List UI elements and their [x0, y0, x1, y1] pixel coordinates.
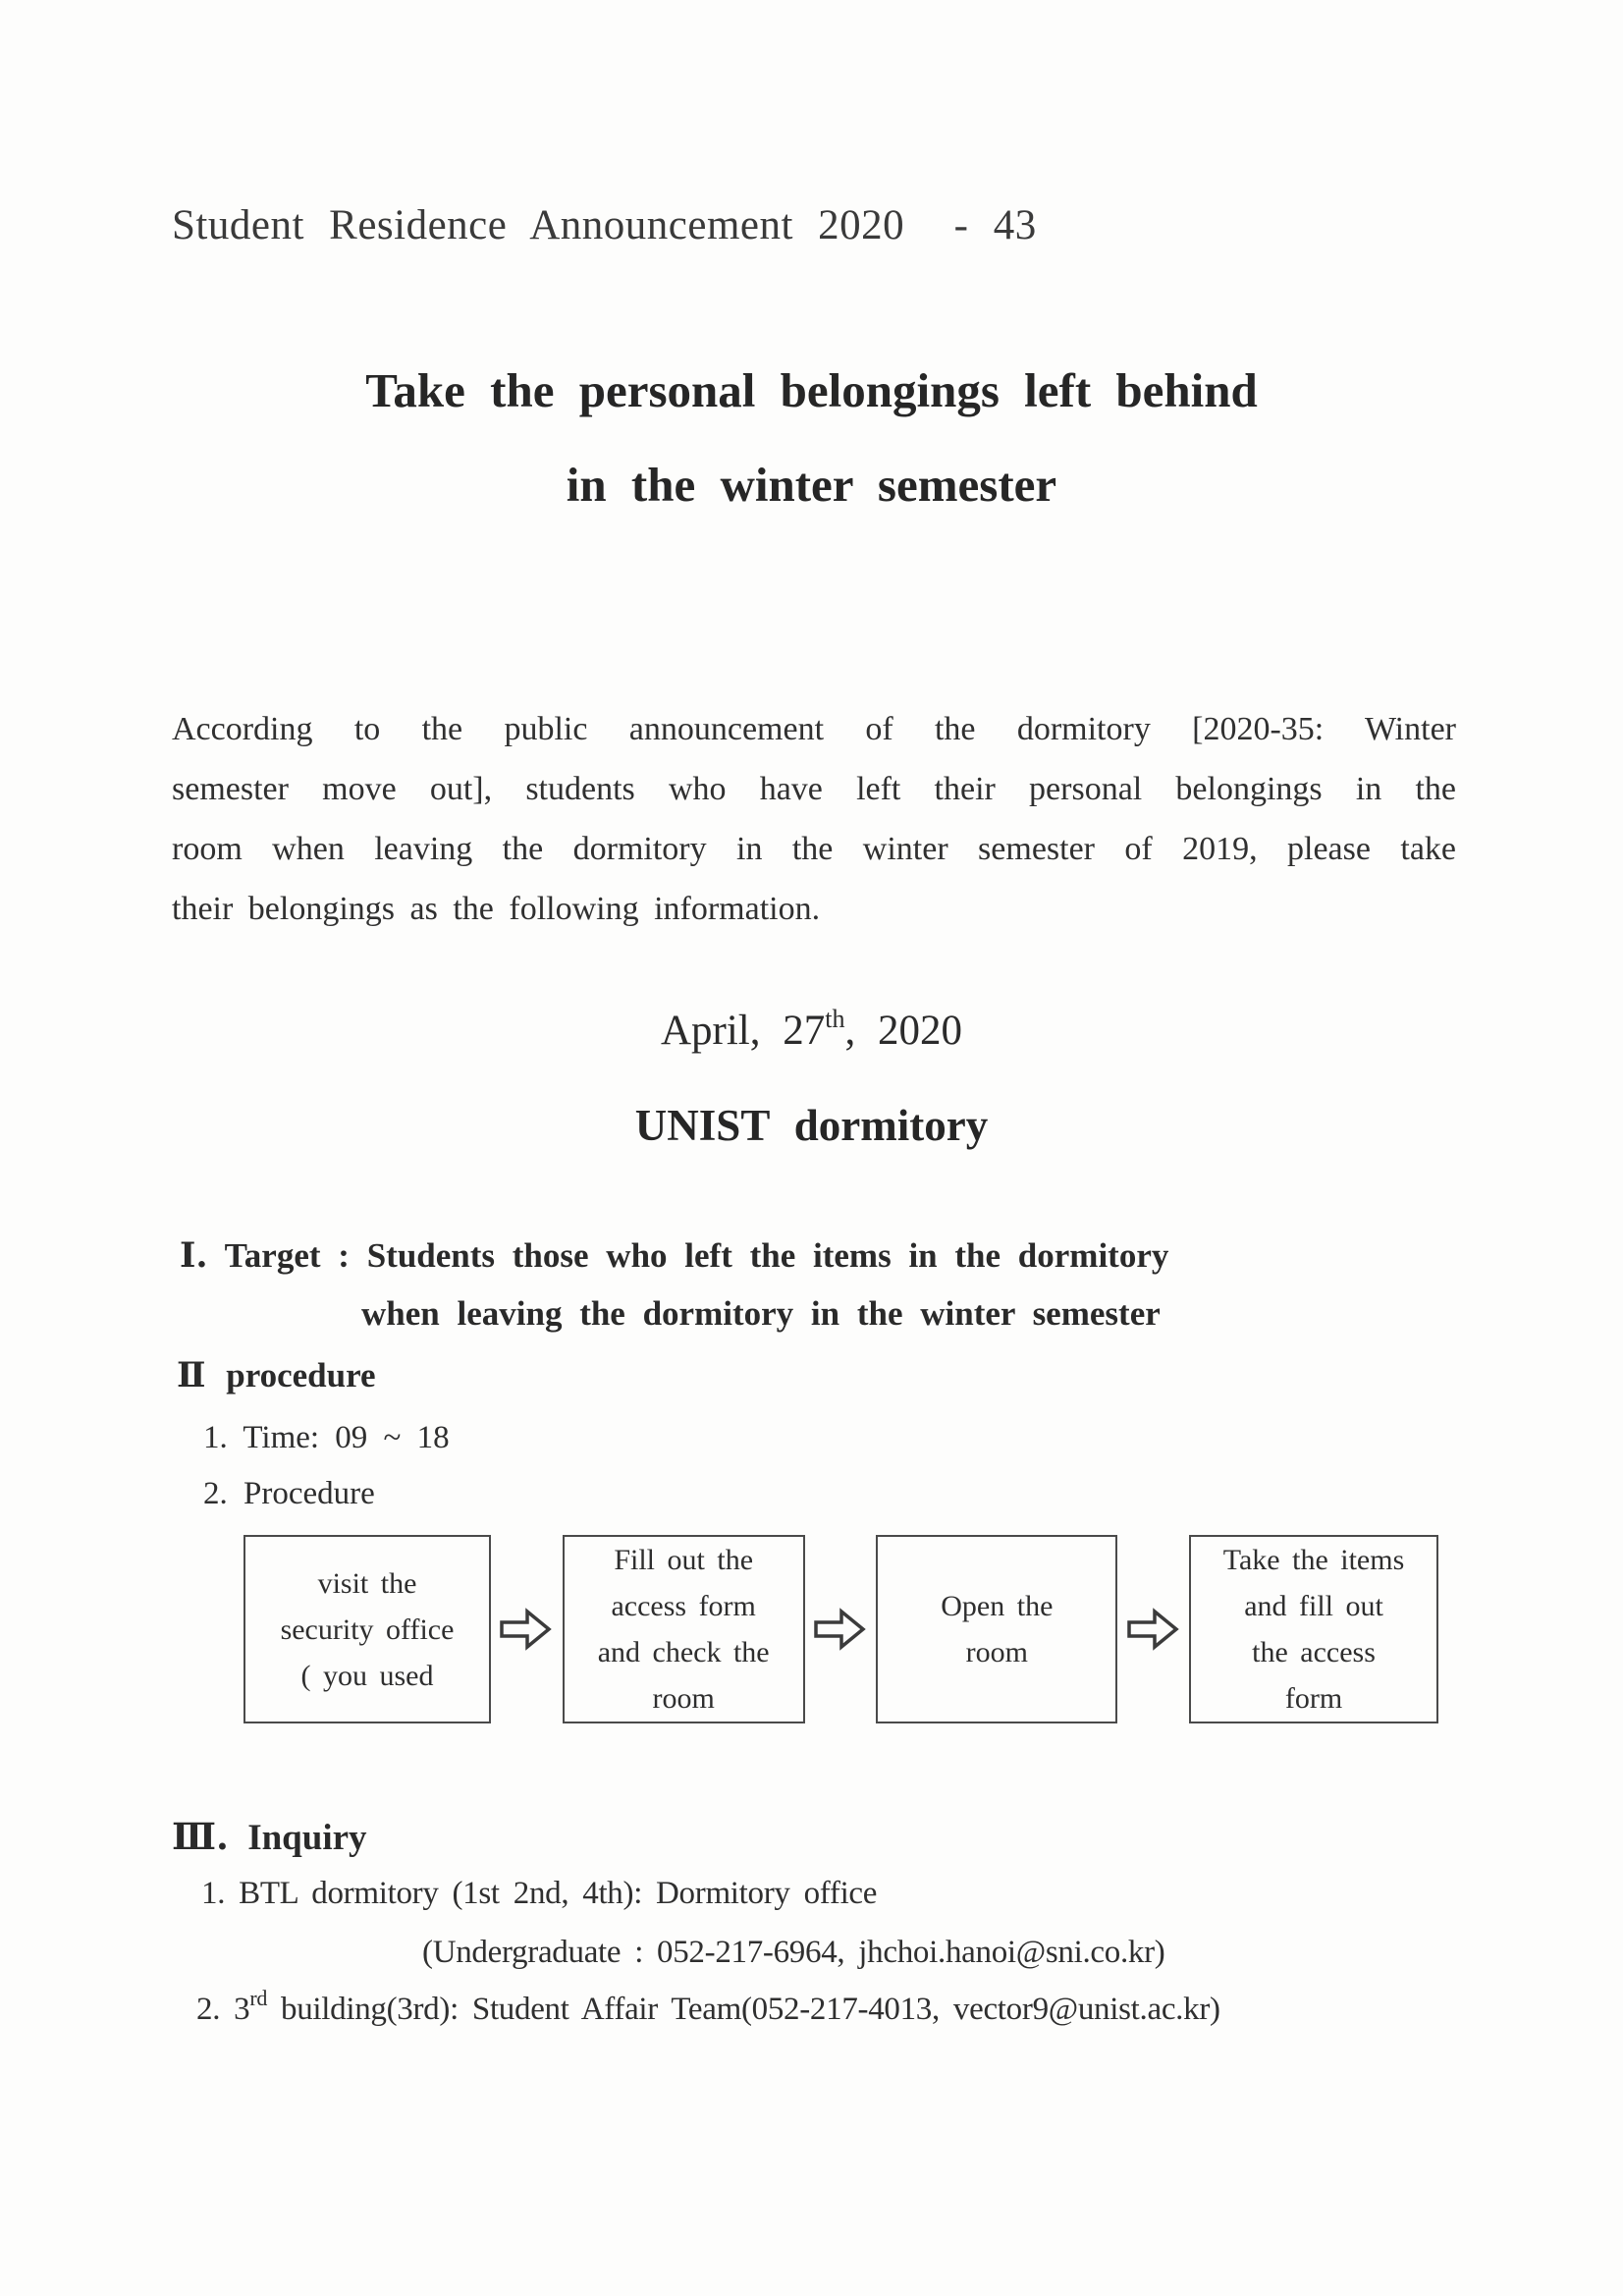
flow-step-line: room: [965, 1636, 1028, 1668]
flow-step-line: access form: [611, 1590, 756, 1622]
procedure-item-time: [203, 1420, 450, 1456]
flow-step-line: room: [652, 1682, 715, 1715]
procedure-item-procedure: [203, 1476, 375, 1512]
flow-step-line: the access: [1252, 1636, 1376, 1668]
procedure-heading-text: procedure: [205, 1356, 376, 1394]
arrow-right-icon: [498, 1604, 555, 1655]
intro-paragraph: [172, 699, 1456, 939]
item-text: building(3rd): Student Affair Team(052-217-4013, vector9@unist.ac.kr): [267, 1992, 1220, 2027]
flow-step-2: [563, 1535, 805, 1723]
intro-line: their belongings as the following information.: [172, 891, 821, 927]
inquiry-item-2: [196, 1986, 1220, 2028]
date-line: [0, 1007, 1623, 1055]
item-pre: 3: [220, 1992, 250, 2027]
flow-step-line: Fill out the: [614, 1544, 754, 1576]
flow-step-line: Take the items: [1222, 1544, 1405, 1576]
item-ordinal: rd: [249, 1986, 268, 2010]
intro-line: room when leaving the dormitory in the winter semester of 2019, please take: [172, 831, 1456, 867]
intro-line: According to the public announcement of the dormitory [2020-35: Winter: [172, 711, 1456, 747]
section-inquiry-heading: [172, 1815, 367, 1859]
title-line-1: Take the personal belongings left behind: [365, 363, 1258, 417]
arrow-right-icon: [1125, 1604, 1182, 1655]
intro-line: semester move out], students who have left their personal belongings in the: [172, 771, 1456, 807]
section-target-heading-line2: when leaving the dormitory in the winter semester: [361, 1294, 1161, 1333]
section-procedure-heading: [177, 1355, 376, 1395]
procedure-flowchart: [243, 1535, 1438, 1723]
flow-step-4: [1189, 1535, 1438, 1723]
flow-step-line: ( you used: [300, 1659, 434, 1692]
item-text: Procedure: [227, 1476, 375, 1511]
section-numeral-2: Ⅱ: [177, 1355, 206, 1395]
doc-number: Student Residence Announcement 2020 - 43: [172, 202, 1037, 248]
flow-step-line: visit the: [317, 1566, 417, 1600]
target-heading-text: Target : Students those who left the items in the dormitory: [207, 1236, 1169, 1275]
date-suffix: , 2020: [844, 1008, 962, 1054]
arrow-right-icon: [812, 1604, 869, 1655]
flow-step-line: and check the: [597, 1636, 770, 1668]
section-numeral-1: Ⅰ.: [180, 1235, 208, 1276]
flow-arrow-2: [805, 1604, 877, 1655]
item-number: 1.: [203, 1420, 228, 1455]
inquiry-heading-text: Inquiry: [228, 1818, 367, 1858]
title-line-2: in the winter semester: [566, 458, 1057, 512]
item-number: 1.: [201, 1876, 226, 1911]
inquiry-item-1-contact: (Undergraduate : 052-217-6964, jhchoi.hanoi@sni.co.kr): [422, 1935, 1165, 1970]
document-title: [0, 344, 1623, 532]
date-prefix: April, 27: [660, 1008, 826, 1054]
flow-step-line: form: [1284, 1682, 1343, 1715]
flow-arrow-3: [1117, 1604, 1189, 1655]
item-text: BTL dormitory (1st 2nd, 4th): Dormitory office: [225, 1876, 878, 1911]
flow-step-line: security office: [280, 1613, 455, 1646]
flow-step-3: [876, 1535, 1117, 1723]
flow-arrow-1: [491, 1604, 563, 1655]
section-target-heading: [180, 1235, 1168, 1276]
date-ordinal: th: [825, 1005, 845, 1033]
flow-step-line: Open the: [941, 1590, 1054, 1622]
item-number: 2.: [203, 1476, 228, 1511]
section-numeral-3: Ⅲ.: [172, 1815, 229, 1858]
item-number: 2.: [196, 1992, 221, 2027]
item-text: Time: 09 ~ 18: [227, 1420, 450, 1455]
flow-step-1: [243, 1535, 491, 1723]
signature-org: UNIST dormitory: [634, 1101, 989, 1150]
flow-step-line: and fill out: [1244, 1590, 1383, 1622]
inquiry-item-1: [201, 1876, 877, 1912]
